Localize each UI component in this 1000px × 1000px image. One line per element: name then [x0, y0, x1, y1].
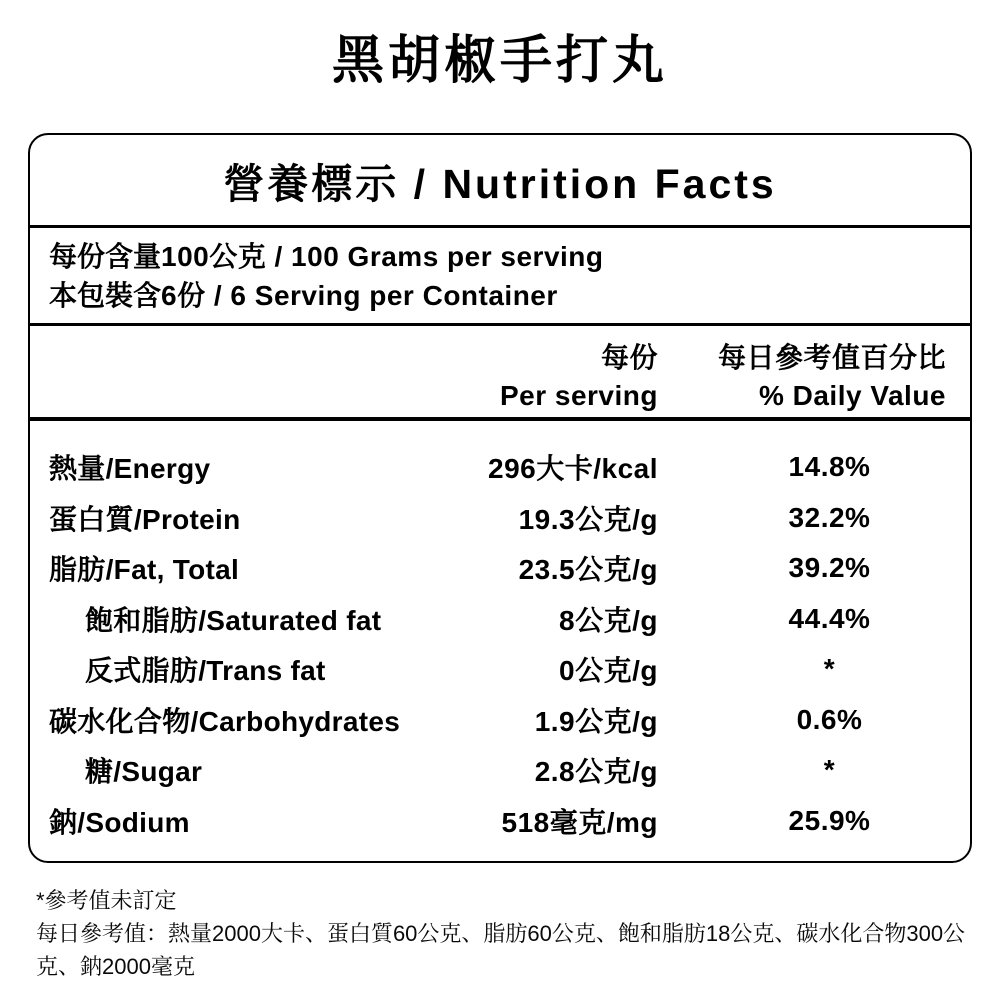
nutrient-amount: 518毫克/mg: [501, 806, 658, 838]
nutrient-amount: 296大卡/kcal: [488, 453, 658, 485]
nutrient-daily-value: *: [823, 653, 836, 685]
nutrient-rows: [30, 421, 970, 861]
column-headers: [30, 326, 970, 417]
nutrient-daily-value: 25.9%: [788, 804, 871, 836]
nutrient-row: [49, 493, 946, 544]
footnote-asterisk: *參考值未訂定: [36, 888, 177, 913]
nutrient-amount: 0公克/g: [559, 655, 658, 687]
nutrient-amount: 2.8公克/g: [534, 756, 658, 788]
nutrient-label: 碳水化合物/Carbohydrates: [49, 705, 401, 737]
nutrient-daily-value: 32.2%: [788, 501, 871, 533]
nutrient-row: [49, 695, 946, 746]
nutrient-label: 熱量/Energy: [49, 453, 211, 485]
serving-info-section: [30, 228, 970, 323]
nutrient-label: 飽和脂肪/Saturated fat: [85, 604, 382, 636]
column-headers-zh: [30, 339, 946, 377]
nutrient-amount: 19.3公克/g: [518, 503, 658, 535]
serving-size-label: 每份含量: [49, 241, 162, 272]
nutrient-daily-value: 14.8%: [788, 451, 871, 483]
nutrient-amount: 1.9公克/g: [534, 705, 658, 737]
panel-heading: 營養標示 / Nutrition Facts: [223, 160, 777, 207]
nutrition-facts-panel: [28, 133, 972, 863]
footnotes: [36, 884, 988, 983]
nutrient-amount: 8公克/g: [559, 604, 658, 636]
column-headers-en: [30, 377, 946, 415]
nutrient-daily-value: 0.6%: [796, 703, 863, 735]
nutrient-daily-value: *: [823, 754, 836, 786]
nutrient-row: [49, 543, 946, 594]
nutrient-row: [49, 745, 946, 796]
nutrient-label: 鈉/Sodium: [49, 806, 190, 838]
nutrient-daily-value: 39.2%: [788, 552, 871, 584]
per-serving-header-zh: 每份: [600, 342, 658, 373]
nutrient-row: [49, 594, 946, 645]
nutrient-row: [49, 442, 946, 493]
nutrient-label: 脂肪/Fat, Total: [49, 554, 240, 586]
nutrient-row: [49, 644, 946, 695]
nutrient-label: 糖/Sugar: [85, 756, 203, 788]
serving-size-value: 100公克 / 100 Grams per serving: [161, 241, 604, 272]
servings-per-container-row: [49, 277, 950, 314]
nutrient-daily-value: 44.4%: [788, 602, 871, 634]
per-serving-header-en: Per serving: [499, 380, 658, 411]
nutrient-label: 蛋白質/Protein: [49, 503, 241, 535]
daily-value-header-zh: 每日參考值百分比: [717, 342, 946, 373]
product-title: 黑胡椒手打丸: [331, 32, 668, 90]
daily-value-header-en: % Daily Value: [758, 380, 946, 411]
footnote-daily-values: 每日參考值：熱量2000大卡、蛋白質60公克、脂肪60公克、飽和脂肪18公克、碳水化合物300公克、鈉2000毫克: [36, 921, 966, 979]
nutrient-label: 反式脂肪/Trans fat: [85, 655, 326, 687]
servings-per-container-value: 6份 / 6 Serving per Container: [161, 280, 558, 311]
nutrient-amount: 23.5公克/g: [518, 554, 658, 586]
serving-size-row: [49, 238, 950, 275]
nutrient-row: [49, 796, 946, 847]
servings-per-container-label: 本包裝含: [49, 280, 162, 311]
